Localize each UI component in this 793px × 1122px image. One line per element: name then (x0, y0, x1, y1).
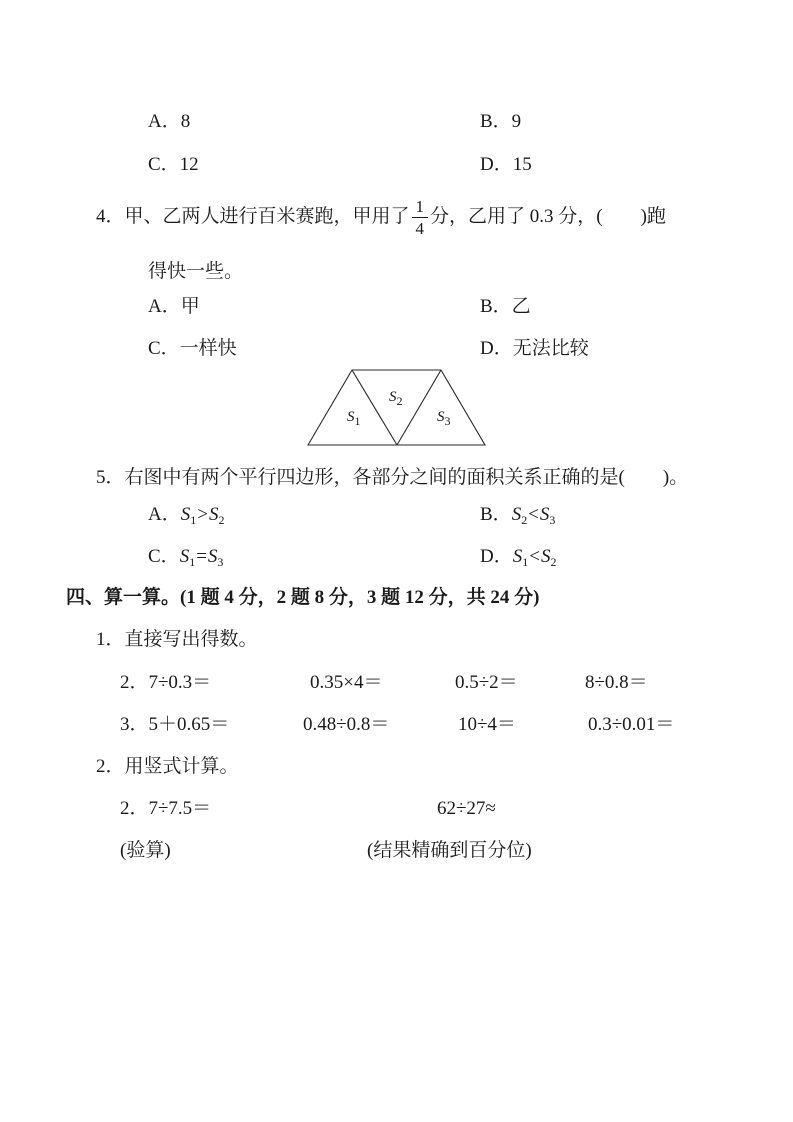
s2-sub: 2 (396, 394, 403, 408)
q5-d-left-sub: 1 (522, 555, 529, 569)
fraction-denominator: 4 (415, 218, 425, 238)
q5-option-d (480, 545, 556, 570)
q5-d-left: S (512, 546, 523, 567)
question-4-lead: 4．甲、乙两人进行百米赛跑，甲用了 (96, 206, 410, 228)
q4-option-c: C．一样快 (148, 338, 237, 359)
q5-d-right: S (540, 546, 551, 567)
figure-label-s1 (347, 410, 361, 427)
q5-c-right-sub: 3 (217, 555, 224, 569)
q5-c-left-sub: 1 (189, 555, 196, 569)
q5-d-operator: < (529, 546, 540, 567)
parallelogram-figure (303, 360, 493, 452)
mental-row2-p2: 0.48÷0.8＝ (303, 714, 390, 735)
q5-d-right-sub: 2 (550, 555, 557, 569)
s3-sub: 3 (444, 414, 451, 428)
q5-a-right-sub: 2 (218, 513, 225, 527)
fraction-one-fourth (412, 198, 429, 237)
q4-option-b: B．乙 (480, 296, 531, 317)
fraction-numerator: 1 (412, 198, 429, 218)
q5-option-a (148, 503, 224, 528)
q4-option-a: A．甲 (148, 296, 200, 317)
q5-a-operator: > (197, 504, 208, 525)
q5-option-a-label: A． (148, 504, 181, 525)
q5-b-left-sub: 2 (521, 513, 528, 527)
check-note: (验算) (120, 840, 171, 861)
section-si-heading: 四、算一算。(1 题 4 分，2 题 8 分，3 题 12 分，共 24 分) (66, 587, 540, 608)
mental-row2-p4: 0.3÷0.01＝ (588, 714, 675, 735)
s1-letter: S (347, 409, 355, 425)
s3-letter: S (437, 409, 445, 425)
figure-label-s2 (389, 390, 403, 407)
mental-row1-p1: 2．7÷0.3＝ (120, 672, 212, 693)
q5-a-left: S (180, 504, 191, 525)
prev-option-d: D．15 (480, 154, 532, 175)
q5-b-right: S (539, 504, 550, 525)
vertical-problem-left: 2．7÷7.5＝ (120, 798, 212, 819)
q5-option-d-label: D． (480, 546, 513, 567)
mental-row2-p3: 10÷4＝ (458, 714, 516, 735)
figure-label-s3 (437, 410, 451, 427)
q5-c-left: S (179, 546, 190, 567)
q4-option-d: D．无法比较 (480, 338, 589, 359)
q5-b-left: S (511, 504, 522, 525)
q5-c-operator: = (196, 546, 207, 567)
prev-option-c: C．12 (148, 154, 199, 175)
q5-c-right: S (207, 546, 218, 567)
s1-sub: 1 (354, 414, 361, 428)
s2-letter: S (389, 389, 397, 405)
mental-row1-p3: 0.5÷2＝ (455, 672, 518, 693)
item2-label: 2．用竖式计算。 (96, 756, 239, 777)
question-5-text: 5．右图中有两个平行四边形，各部分之间的面积关系正确的是( )。 (96, 467, 689, 488)
q5-b-operator: < (528, 504, 539, 525)
item1-label: 1．直接写出得数。 (96, 629, 258, 650)
mental-row1-p4: 8÷0.8＝ (585, 672, 648, 693)
q5-a-right: S (208, 504, 219, 525)
prev-option-b: B．9 (480, 111, 522, 132)
mental-row2-p1: 3．5＋0.65＝ (120, 714, 230, 735)
vertical-problem-right: 62÷27≈ (437, 798, 496, 819)
q5-option-c-label: C． (148, 546, 180, 567)
q5-a-left-sub: 1 (190, 513, 197, 527)
q5-b-right-sub: 3 (549, 513, 556, 527)
q5-option-b (480, 503, 555, 528)
question-4-tail: 分，乙用了 0.3 分，( )跑 (430, 206, 666, 228)
precision-note: (结果精确到百分位) (367, 840, 532, 861)
q5-option-c (148, 545, 223, 570)
prev-option-a: A．8 (148, 111, 191, 132)
question-4-line2: 得快一些。 (148, 261, 244, 282)
q5-option-b-label: B． (480, 504, 512, 525)
mental-row1-p2: 0.35×4＝ (310, 672, 383, 693)
question-4-line1 (96, 190, 666, 244)
